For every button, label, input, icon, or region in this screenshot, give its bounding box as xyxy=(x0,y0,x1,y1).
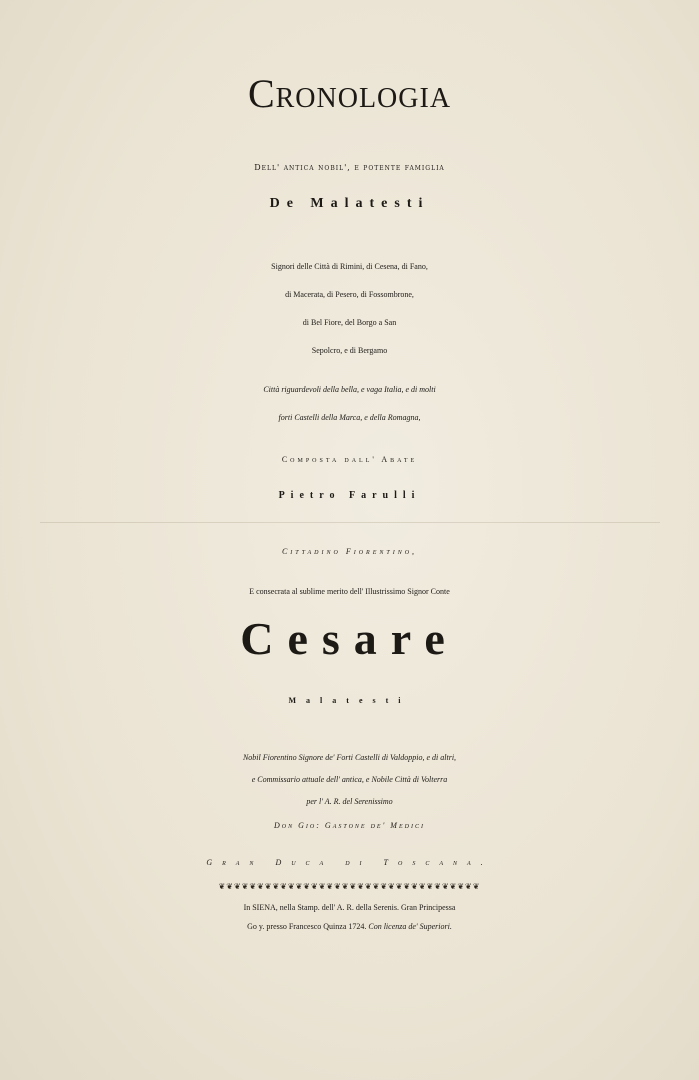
dedicatee-line-3: per l' A. R. del Serenissimo xyxy=(306,797,393,806)
italic-line-1: Città riguardevoli della bella, e vaga Italia, e di molti xyxy=(263,385,436,394)
dedicatee-last-name: Malatesti xyxy=(288,696,411,705)
lords-line-3: di Bel Fiore, del Borgo a San xyxy=(302,318,397,327)
dedicatee-line-2: e Commissario attuale dell' antica, e Nobile Città di Volterra xyxy=(251,775,448,784)
lords-line-2: di Macerata, di Pesero, di Fossombrone, xyxy=(285,290,414,299)
italic-line-2: forti Castelli della Marca, e della Romagna, xyxy=(278,413,421,422)
imprint-license: Con licenza de' Superiori. xyxy=(368,922,452,931)
ornament-band: ❦❦❦❦❦❦❦❦❦❦❦❦❦❦❦❦❦❦❦❦❦❦❦❦❦❦❦❦❦❦❦❦❦❦ xyxy=(218,882,481,891)
paper-crease xyxy=(40,522,660,523)
imprint-line-2 xyxy=(0,922,699,931)
grand-duke-name: Don Gio: Gastone de' Medici xyxy=(274,821,425,830)
imprint-line-1: In SIENA, nella Stamp. dell' A. R. della Serenis. Gran Principessa xyxy=(243,903,456,912)
dedicatee-first-name: Cesare xyxy=(240,613,459,664)
dedication-line: E consecrata al sublime merito dell' Illustrissimo Signor Conte xyxy=(249,587,450,596)
grand-duke-title: Gran Duca di Toscana. xyxy=(206,858,493,867)
lords-line-4: Sepolcro, e di Bergamo xyxy=(311,346,388,355)
imprint-printer: Go y. presso Francesco Quinza 1724. xyxy=(247,922,367,931)
lords-line-1: Signori delle Città di Rimini, di Cesena, di Fano, xyxy=(271,262,428,271)
author-name: Pietro Farulli xyxy=(278,490,421,501)
author-title: Cittadino Fiorentino, xyxy=(281,547,418,556)
family-name: De Malatesti xyxy=(269,196,430,211)
book-title: Cronologia xyxy=(247,71,452,116)
subtitle-line: Dell' antica nobil', e potente famiglia xyxy=(254,163,445,172)
composed-by: Composta dall' Abate xyxy=(281,455,418,464)
dedicatee-line-1: Nobil Fiorentino Signore de' Forti Castelli di Valdoppio, e di altri, xyxy=(242,753,457,762)
